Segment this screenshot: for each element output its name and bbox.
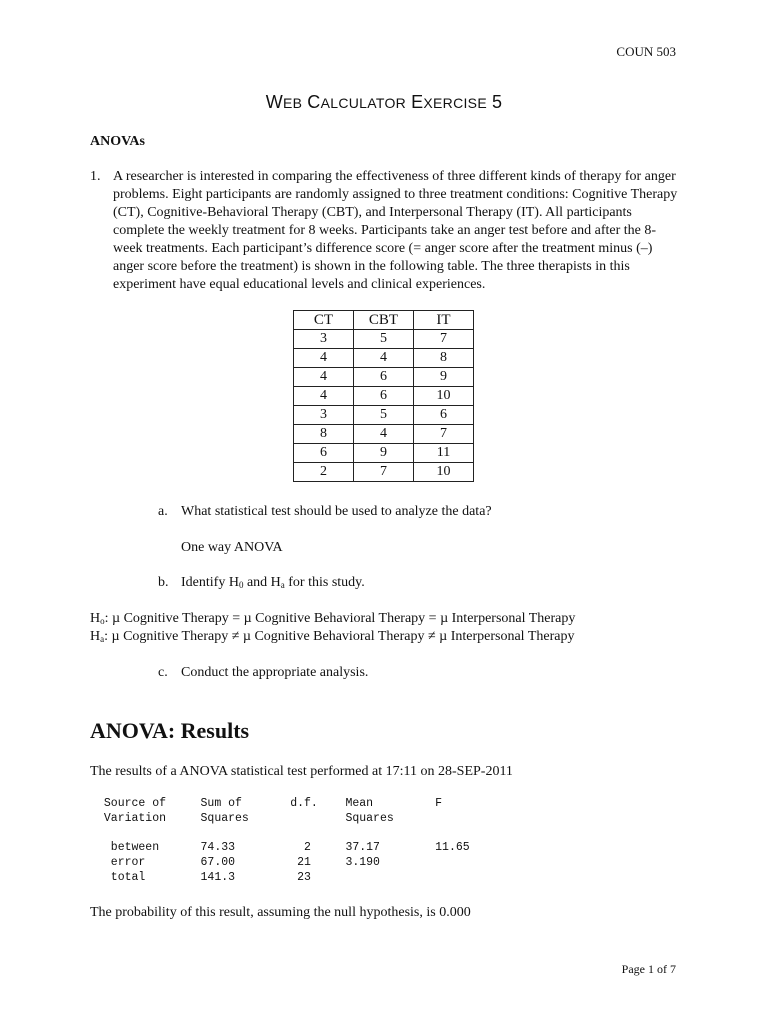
table-cell: 6 — [354, 387, 414, 406]
table-cell: 4 — [354, 349, 414, 368]
table-header-it: IT — [414, 311, 474, 330]
table-cell: 10 — [414, 463, 474, 482]
null-hypothesis — [90, 611, 575, 627]
table-cell: 10 — [414, 387, 474, 406]
h0-text: : µ Cognitive Therapy = µ Cognitive Behavioral Therapy = µ Interpersonal Therapy — [104, 611, 576, 626]
table-cell: 4 — [354, 425, 414, 444]
table-row — [294, 330, 474, 349]
table-row — [294, 425, 474, 444]
data-table — [293, 310, 474, 482]
part-b-q-post: for this study. — [284, 575, 365, 590]
h0-sub: o — [100, 616, 105, 626]
title-w3-first: E — [411, 92, 424, 112]
table-cell: 5 — [354, 406, 414, 425]
question-1 — [90, 168, 680, 294]
part-b-sub-0: 0 — [238, 580, 244, 590]
ha-label: H — [90, 629, 101, 644]
table-cell: 8 — [294, 425, 354, 444]
part-a-answer: One way ANOVA — [181, 540, 283, 555]
table-cell: 7 — [354, 463, 414, 482]
table-cell: 2 — [294, 463, 354, 482]
part-c-letter: c. — [158, 665, 168, 680]
table-cell: 9 — [354, 444, 414, 463]
table-cell: 11 — [414, 444, 474, 463]
ha-text: : µ Cognitive Therapy ≠ µ Cognitive Behavioral Therapy ≠ µ Interpersonal Therapy — [104, 629, 575, 644]
results-performed: The results of a ANOVA statistical test performed at 17:11 on 28-SEP-2011 — [90, 764, 513, 779]
page-title — [0, 92, 768, 113]
table-row — [294, 349, 474, 368]
table-cell: 7 — [414, 330, 474, 349]
part-a-question: What statistical test should be used to analyze the data? — [181, 504, 492, 519]
alt-hypothesis — [90, 629, 574, 645]
table-cell: 3 — [294, 406, 354, 425]
part-b-q-and: and H — [243, 575, 281, 590]
table-cell: 6 — [354, 368, 414, 387]
table-row — [294, 368, 474, 387]
table-cell: 4 — [294, 368, 354, 387]
part-b — [158, 575, 365, 591]
table-row — [294, 463, 474, 482]
part-b-q-pre: Identify H — [181, 575, 239, 590]
results-heading: ANOVA: Results — [90, 718, 250, 743]
title-w3-rest: XERCISE — [423, 95, 487, 111]
part-a — [158, 504, 492, 520]
table-cell: 5 — [354, 330, 414, 349]
table-cell: 7 — [414, 425, 474, 444]
section-heading: ANOVAs — [90, 134, 145, 149]
question-number: 1. — [90, 169, 101, 184]
part-c-question: Conduct the appropriate analysis. — [181, 665, 369, 680]
page-number: Page 1 of 7 — [621, 962, 676, 976]
h0-label: H — [90, 611, 101, 626]
anova-table: Source of Sum of d.f. Mean F Variation Squares Squares between 74.33 2 37.17 11.65 error 67.00 21 3.190 total 141.3 23 — [103, 797, 470, 884]
part-a-letter: a. — [158, 504, 168, 519]
table-cell: 6 — [294, 444, 354, 463]
table-row — [294, 387, 474, 406]
part-b-sub-a: a — [280, 580, 285, 590]
title-number: 5 — [491, 92, 503, 112]
table-cell: 6 — [414, 406, 474, 425]
table-row — [294, 406, 474, 425]
title-w2-first: C — [307, 92, 321, 112]
table-cell: 8 — [414, 349, 474, 368]
ha-sub: a — [100, 634, 105, 644]
table-cell: 4 — [294, 387, 354, 406]
table-header-cbt: CBT — [354, 311, 414, 330]
question-text: A researcher is interested in comparing the effectiveness of three different kinds of therapy for anger problems. Eight participants are randomly assigned to three treatment conditions: Cognitive Therapy (CT), Cognitive-Behavioral Therapy (CBT), and Interpersonal Therapy (IT). All participants complete the weekly treatment for 8 weeks. Participants take an anger test before and after the 8-week treatments. Each participant’s difference score (= anger score after the treatment minus (–) anger score before the treatment) is shown in the following table. The three therapists in this experiment have equal educational levels and clinical experiences. — [113, 169, 678, 292]
table-header-row — [294, 311, 474, 330]
table-cell: 3 — [294, 330, 354, 349]
part-b-letter: b. — [158, 575, 169, 590]
probability-statement: The probability of this result, assuming the null hypothesis, is 0.000 — [90, 905, 471, 920]
table-header-ct: CT — [294, 311, 354, 330]
title-w1-rest: EB — [282, 95, 303, 111]
title-w1-first: W — [265, 92, 283, 112]
part-c — [158, 665, 368, 681]
course-code: COUN 503 — [616, 44, 676, 59]
title-w2-rest: ALCULATOR — [320, 95, 407, 111]
table-cell: 4 — [294, 349, 354, 368]
table-row — [294, 444, 474, 463]
table-cell: 9 — [414, 368, 474, 387]
